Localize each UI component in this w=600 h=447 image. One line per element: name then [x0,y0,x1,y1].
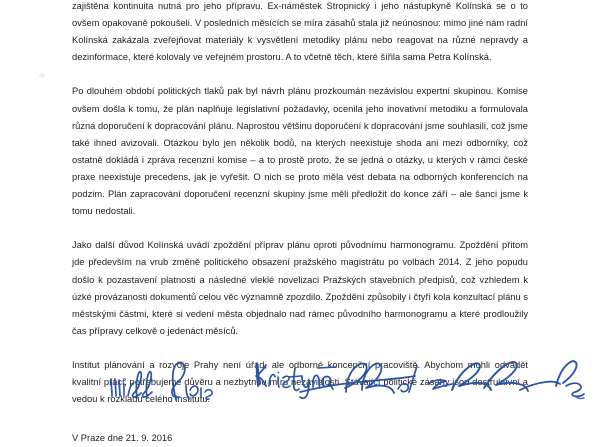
paragraph-1: zajištěna kontinuita nutná pro jeho přípravu. Ex-náměstek Stropnický i jeho nástupkyně Kolínská se o to ovšem opakovaně pokoušeli. V posledních měsících se míra zásahů stala již neúnosnou: mimo jiné nám radní Kolínská zakázala zveřejňovat materiály k vysvětlení metodiky plánu nebo reagovat na různé nepravdy a dezinformace, které kolovaly ve veřejném prostoru. A to včetně těch, které šířila sama Petra Kolínská. [72,1,528,63]
paragraph-2: Po dlouhém období politických tlaků pak byl návrh plánu prozkoumán nezávislou expertní skupinou. Komise ovšem došla k tomu, že plán naplňuje legislativní požadavky, ocenila jeho inovativní metodiku a formulovala různá doporučení k dopracování plánu. Naprostou většinu doporučení k dopracování jsme souhlasili, což jsme také ihned avizovali. Otázkou bylo jen několik bodů, na kterých neexistuje shoda ani mezi odborníky, což ostatně dokládá i zpráva recenzní komise – a to prostě proto, že se jedná o otázky, u kterých v rámci české praxe neexistuje precedens, jak je vyřešit. O nich se proto měla vést debata na odborných konferencích na podzim. Plán zapracování doporučení recenzní skupiny jsme měli předložit do konce září – ale šanci jsme k tomu nedostali. [72,86,528,217]
scan-artifact-speck [39,73,45,78]
document-text-body [72,0,528,447]
paragraph-4: Institut plánování a rozvoje Prahy není úřad, ale odborné koncepční pracoviště. Abychom mohli odvádět kvalitní práci, potřebujeme důvěru a nezbytnou míru nezávislosti. Stávající politické zásahy jsou destruktivní a vedou k rozkladu celého institutu. [72,359,528,405]
date-line: V Praze dne 21. 9. 2016 [72,433,173,444]
paragraph-3: Jako další důvod Kolínská uvádí zpoždění příprav plánu oproti původnímu harmonogramu. Zpoždění přitom jde především na vrub změně politického obsazení pražského magistrátu po volbách 2014. Z jeho popudu došlo k pozastavení platnosti a následné vleklé novelizaci Pražských stavebních předpisů, což vzhledem k úzké provázanosti dokumentů celou věc významně zpozdilo. Zpoždění způsobily i čtyři kola konzultací plánu s městskými částmi, které si vedení města objednalo nad rámec původního harmonogramu a které prodloužily čas přípravy celkově o jedenáct měsíců. [72,240,528,336]
